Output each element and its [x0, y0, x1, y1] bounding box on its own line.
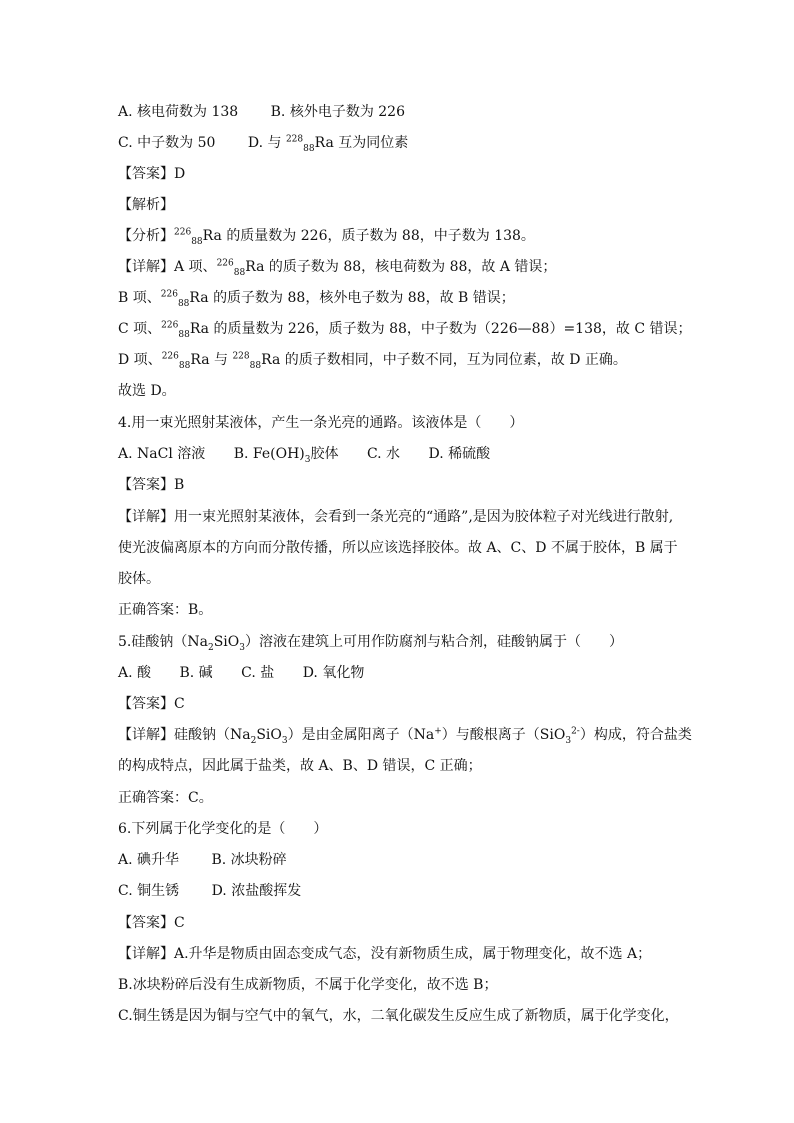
- q5-option-c: C. 盐: [241, 665, 275, 681]
- q6-options-cd: [118, 881, 301, 901]
- q4-options: [118, 444, 490, 464]
- q3-options-ab: [118, 102, 405, 122]
- q5-option-d: D. 氧化物: [302, 665, 365, 681]
- q6-option-b: B. 冰块粉碎: [211, 852, 287, 868]
- q4-option-a: A. NaCl 溶液: [118, 446, 206, 462]
- q6-detail-line-1: 【详解】A.升华是物质由固态变成气态，没有新物质生成，属于物理变化，故不选 A；: [118, 946, 652, 962]
- q4-option-b: B. $Fe(OH)_3$胶体: [233, 446, 339, 465]
- q3-options-cd: [118, 133, 408, 153]
- q3-option-d: D. 与 $^{228}_{88}$Ra 互为同位素: [247, 134, 409, 154]
- q4-detail-line-2: 使光波偏离原本的方向而分散传播，所以应该选择胶体。故 A、C、D 不属于胶体，B 属于: [118, 540, 678, 556]
- q4-answer: 【答案】B: [118, 477, 185, 493]
- q3-detail-a: 【详解】A 项、$^{226}_{88}$Ra 的质子数为 88，核电荷数为 88，故 A 错误；: [118, 258, 557, 278]
- q6-stem: 6.下列属于化学变化的是（ ）: [118, 821, 328, 837]
- q4-stem: 4.用一束光照射某液体，产生一条光亮的通路。该液体是（ ）: [118, 415, 524, 431]
- q3-conclusion: 故选 D。: [118, 383, 176, 399]
- q6-option-c: C. 铜生锈: [118, 883, 180, 899]
- q4-option-c: C. 水: [366, 446, 401, 462]
- q3-option-a: A. 核电荷数为 138: [118, 104, 239, 120]
- q3-detail-c: C 项、$^{226}_{88}$Ra 的质量数为 226，质子数为 88，中子数为（226—88）=138，故 C 错误；: [118, 320, 692, 340]
- q5-correct-answer: 正确答案：C。: [118, 790, 213, 806]
- q6-option-a: A. 碘升华: [118, 852, 180, 868]
- q3-analysis: 【分析】$^{226}_{88}$Ra 的质量数为 226，质子数为 88，中子数为 138。: [118, 227, 535, 247]
- q4-detail-line-3: 胶体。: [118, 571, 160, 587]
- q5-detail-line-1: 【详解】硅酸钠$(Na_2SiO_3)$是由金属阳离子（Na+）与酸根离子（SiO$_3^{2-}$）构成，符合盐类: [118, 726, 692, 746]
- q4-detail-line-1: 【详解】用一束光照射某液体，会看到一条光亮的“通路”,是因为胶体粒子对光线进行散射,: [118, 509, 674, 525]
- q3-answer: 【答案】D: [118, 166, 186, 182]
- q3-option-c: C. 中子数为 50: [118, 135, 216, 151]
- q4-correct-answer: 正确答案：B。: [118, 602, 213, 618]
- q3-detail-d: D 项、$^{226}_{88}$Ra 与 $^{228}_{88}$Ra 的质子数相同，中子数不同，互为同位素，故 D 正确。: [118, 351, 627, 371]
- q3-jiexi-heading: 【解析】: [118, 197, 174, 213]
- q3-option-b: B. 核外电子数为 226: [270, 104, 406, 120]
- q5-options: [118, 663, 364, 683]
- q6-option-d: D. 浓盐酸挥发: [211, 883, 302, 899]
- q6-options-ab: [118, 850, 287, 870]
- q5-detail-line-2: 的构成特点，因此属于盐类，故 A、B、D 错误，C 正确；: [118, 758, 482, 774]
- q5-option-b: B. 碱: [179, 665, 213, 681]
- q3-detail-b: B 项、$^{226}_{88}$Ra 的质子数为 88，核外电子数为 88，故 B 错误；: [118, 289, 515, 309]
- q6-detail-line-3: C.铜生锈是因为铜与空气中的氧气，水，二氧化碳发生反应生成了新物质，属于化学变化，: [118, 1008, 679, 1024]
- q6-answer: 【答案】C: [118, 915, 185, 931]
- q6-detail-line-2: B.冰块粉碎后没有生成新物质，不属于化学变化，故不选 B；: [118, 977, 498, 993]
- q5-stem: 5.硅酸钠$(Na_2SiO_3)$溶液在建筑上可用作防腐剂与粘合剂，硅酸钠属于（ ）: [118, 634, 623, 653]
- q4-option-d: D. 稀硫酸: [428, 446, 491, 462]
- q5-answer: 【答案】C: [118, 696, 185, 712]
- q5-option-a: A. 酸: [118, 665, 152, 681]
